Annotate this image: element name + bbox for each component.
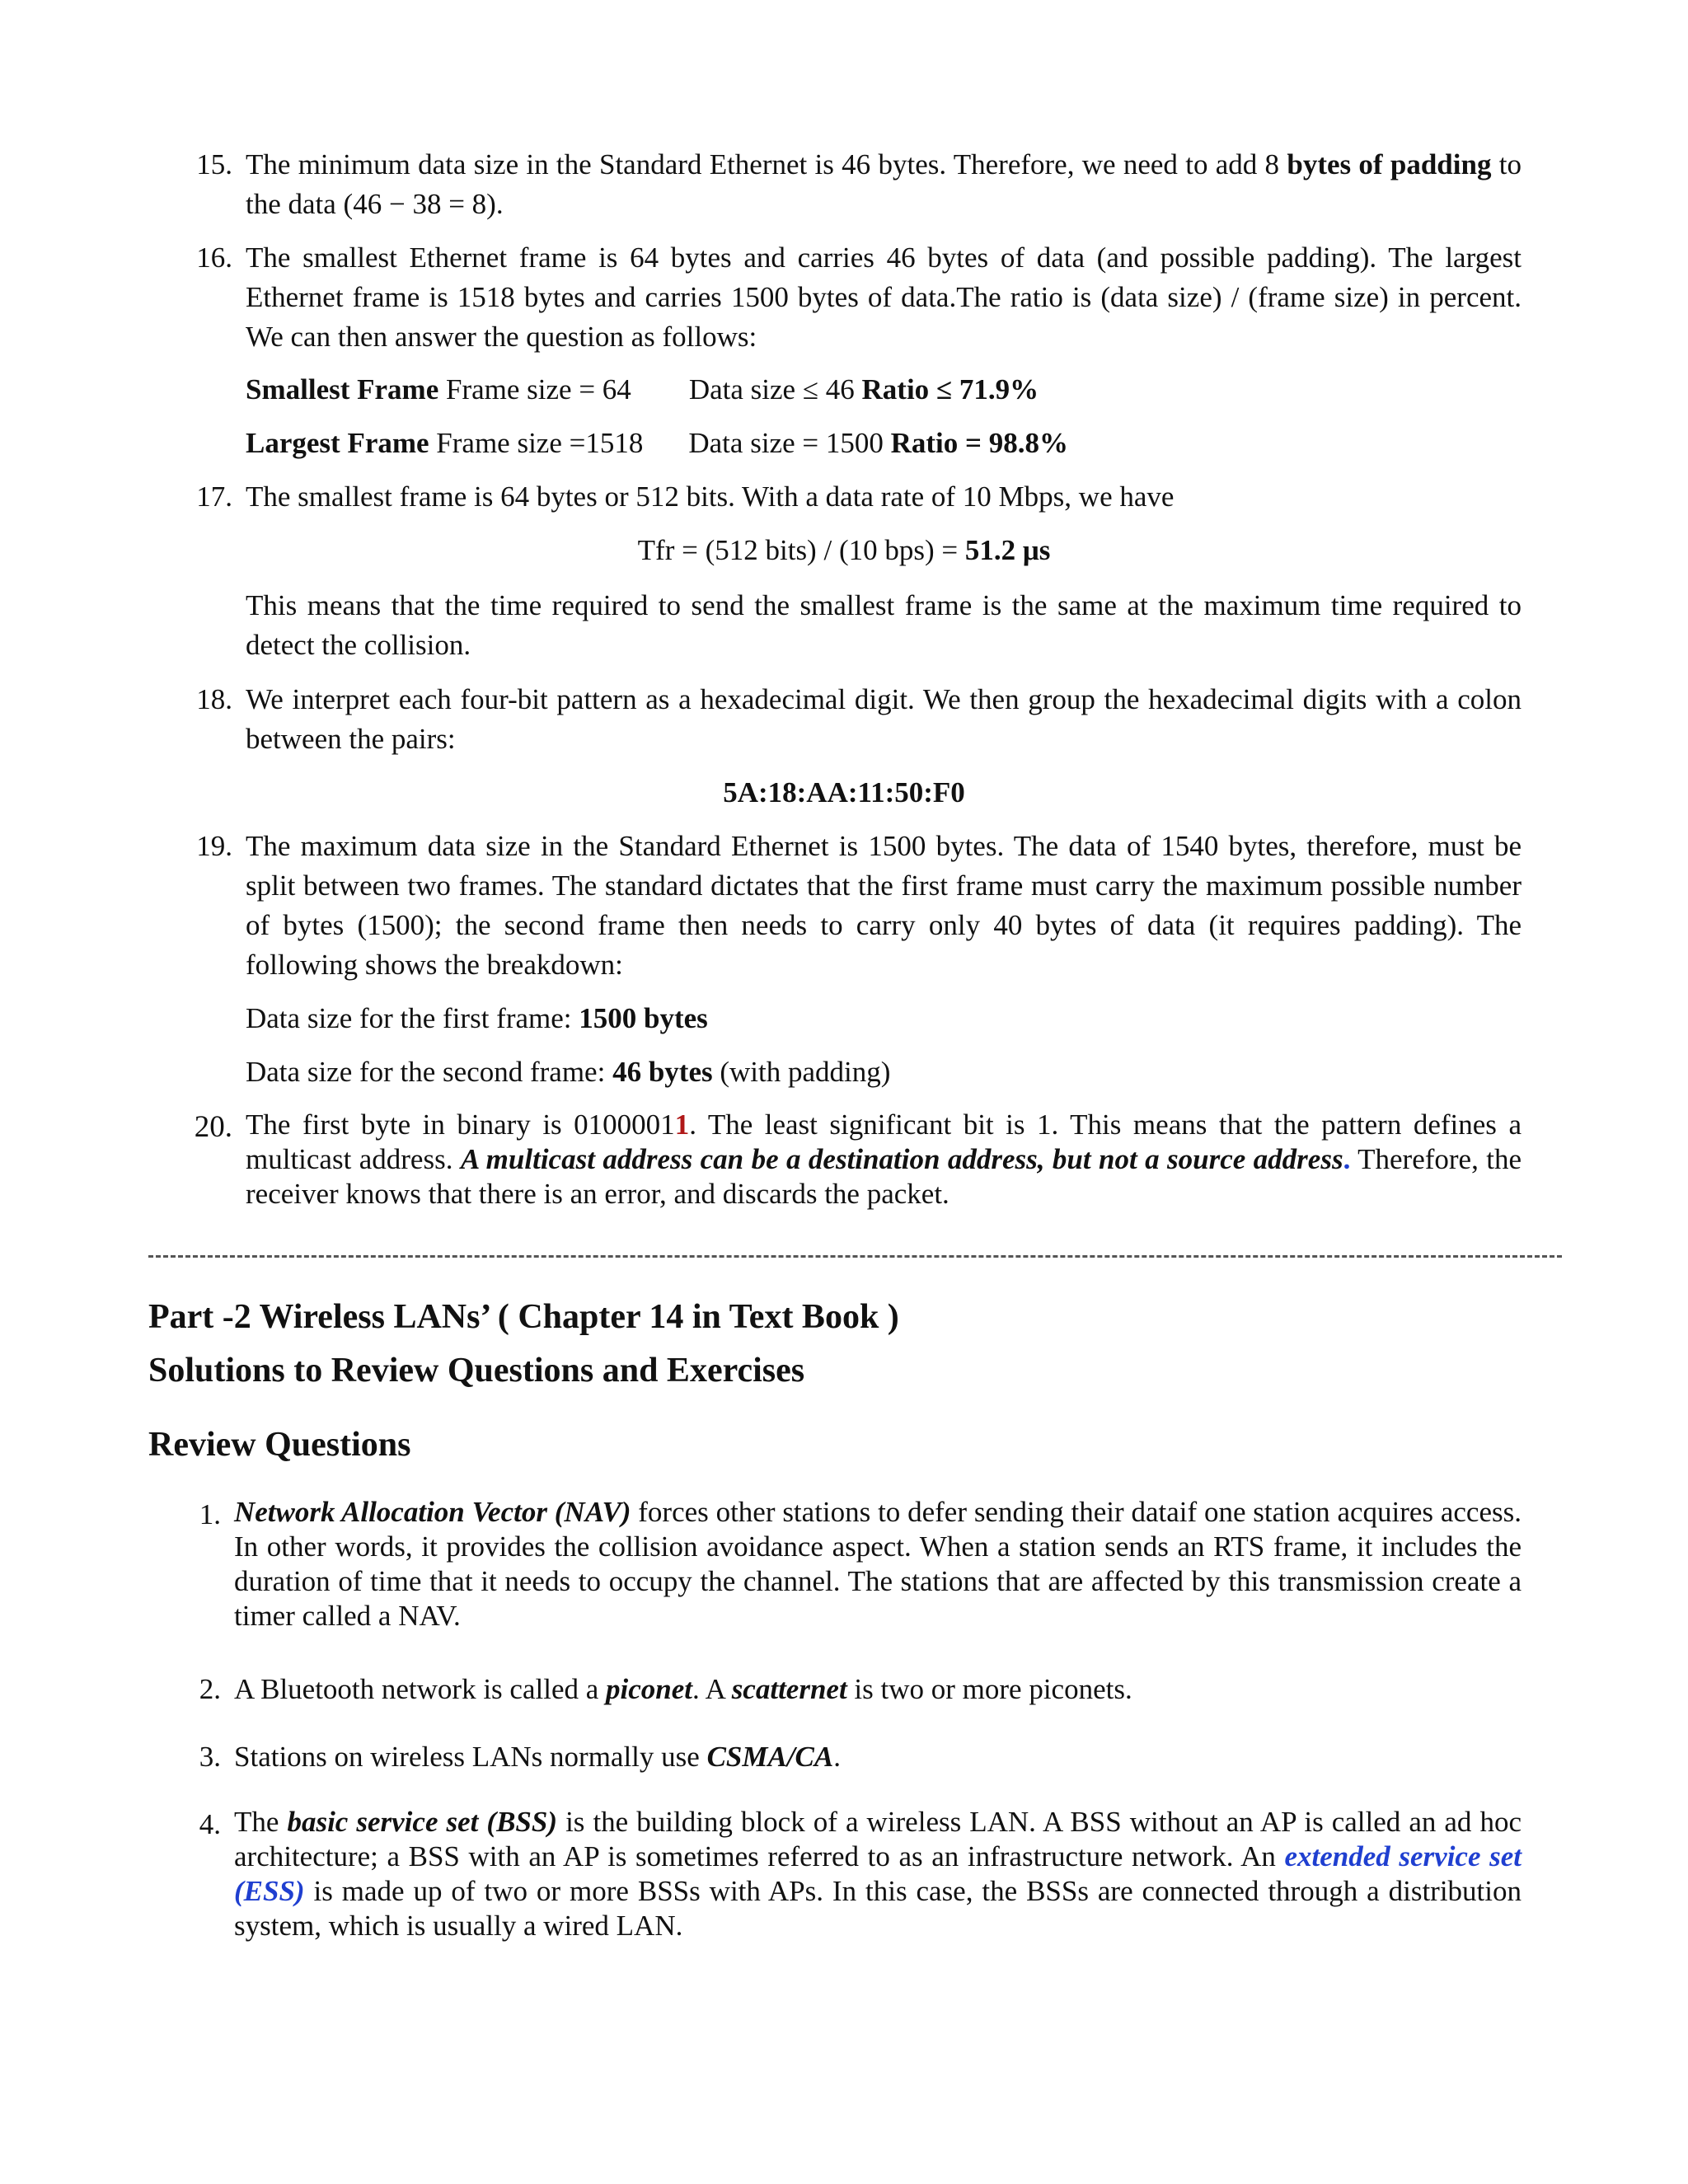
- item-number: 16.: [196, 241, 232, 274]
- text-run: Stations on wireless LANs normally use: [234, 1741, 707, 1773]
- item-16-text: The smallest Ethernet frame is 64 bytes and carries 46 bytes of data (and possible padding). The largest Ethernet frame is 1518 bytes and carries 1500 bytes of data.The ratio is (data size) / (frame size) in percent. We can then answer the question as follows:: [246, 241, 1522, 353]
- text-run: Data size for the second frame:: [246, 1056, 613, 1088]
- part-heading: Part -2 Wireless LANs’ ( Chapter 14 in Text Book ): [148, 1298, 899, 1336]
- first-frame-line: [246, 999, 708, 1038]
- review-q4-text: [234, 1805, 1522, 1943]
- text-run: Data size for the first frame:: [246, 1002, 579, 1034]
- bold-italic-run: A multicast address can be a destination address, but not a source address: [460, 1143, 1343, 1175]
- text-run: forces other stations to defer sending their dataif one station acquires access. In other words, it provides the collision avoidance aspect. When a station sends an RTS frame, it includes the duration of time that it needs to occupy the channel. The stations that are affected by this transmission create a timer called a NAV.: [234, 1496, 1522, 1632]
- largest-frame-row: [246, 424, 1068, 463]
- bold-run: 1500 bytes: [579, 1002, 708, 1034]
- section-divider: [148, 1255, 1562, 1258]
- smallest-frame-row: [246, 370, 1039, 410]
- item-17-text-2: This means that the time required to send the smallest frame is the same at the maximum time required to detect the collision.: [246, 589, 1522, 661]
- item-number: 18.: [196, 683, 232, 715]
- row-frame-size: Frame size =1518: [429, 427, 644, 459]
- formula-result: 51.2 μs: [964, 534, 1051, 566]
- highlighted-bit: 1: [674, 1108, 690, 1141]
- item-number: 15.: [196, 148, 232, 180]
- text-run: (with padding): [712, 1056, 891, 1088]
- review-q1-text: [234, 1495, 1522, 1633]
- row-data-size: Data size ≤ 46: [688, 373, 862, 405]
- text-run: is made up of two or more BSSs with APs. In this case, the BSSs are connected through a distribution system, which is usually a wired LAN.: [234, 1875, 1522, 1942]
- item-number: 20.: [194, 1110, 232, 1144]
- row-label: Smallest Frame: [246, 373, 439, 405]
- row-data-size: Data size = 1500: [688, 427, 891, 459]
- row-frame-size: Frame size = 64: [438, 373, 631, 405]
- formula-text: Tfr = (512 bits) / (10 bps) =: [637, 534, 965, 566]
- bold-run: bytes of padding: [1287, 148, 1492, 180]
- item-20-text: [246, 1108, 1522, 1212]
- text-run: The: [234, 1806, 288, 1838]
- formula: [0, 531, 1688, 570]
- row-ratio: Ratio ≤ 71.9%: [861, 373, 1039, 405]
- item-number: 17.: [196, 480, 232, 513]
- bold-italic-run: extended service set (ESS): [234, 1840, 1522, 1907]
- text-run: Therefore, the receiver knows that there is an error, and discards the packet.: [246, 1143, 1522, 1210]
- item-number: 1.: [199, 1498, 221, 1530]
- bold-italic-run: piconet: [606, 1673, 693, 1705]
- review-q3-text: [234, 1737, 1522, 1777]
- second-frame-line: [246, 1052, 890, 1092]
- text-run: .: [833, 1741, 842, 1773]
- item-number: 2.: [199, 1673, 221, 1705]
- item-15-text: [246, 145, 1522, 224]
- item-17-text: The smallest frame is 64 bytes or 512 bits. With a data rate of 10 Mbps, we have: [246, 480, 1175, 513]
- bold-italic-run: Network Allocation Vector (NAV): [234, 1496, 631, 1528]
- text-run: . A: [692, 1673, 732, 1705]
- section-heading: Review Questions: [148, 1426, 411, 1464]
- item-number: 19.: [196, 830, 232, 862]
- text-run: is two or more piconets.: [846, 1673, 1132, 1705]
- bold-italic-run: scatternet: [731, 1673, 847, 1705]
- text-run: . The least significant bit is 1. This means that the pattern defines a multicast address.: [246, 1108, 1522, 1175]
- bold-run: 46 bytes: [612, 1056, 713, 1088]
- item-18-text: We interpret each four-bit pattern as a hexadecimal digit. We then group the hexadecimal digits with a colon between the pairs:: [246, 683, 1522, 755]
- review-q2-text: [234, 1670, 1522, 1709]
- mac-address: 5A:18:AA:11:50:F0: [723, 776, 965, 808]
- text-run: The first byte in binary is 0100001: [246, 1108, 675, 1141]
- text-run: is the building block of a wireless LAN. A BSS without an AP is called an ad hoc architecture; a BSS with an AP is sometimes referred to as an infrastructure network. An: [234, 1806, 1522, 1872]
- row-ratio: Ratio = 98.8%: [890, 427, 1068, 459]
- item-number: 3.: [199, 1741, 221, 1773]
- item-number: 4.: [199, 1808, 221, 1840]
- part-subheading: Solutions to Review Questions and Exercises: [148, 1352, 805, 1390]
- row-label: Largest Frame: [246, 427, 429, 459]
- bold-run: .: [1343, 1143, 1351, 1175]
- text-run: to the data (46 − 38 = 8).: [246, 148, 1522, 220]
- text-run: The minimum data size in the Standard Ethernet is 46 bytes. Therefore, we need to add 8: [246, 148, 1287, 180]
- item-19-text: The maximum data size in the Standard Ethernet is 1500 bytes. The data of 1540 bytes, therefore, must be split between two frames. The standard dictates that the first frame must carry the maximum possible number of bytes (1500); the second frame then needs to carry only 40 bytes of data (it requires padding). The following shows the breakdown:: [246, 830, 1522, 981]
- bold-italic-run: basic service set (BSS): [287, 1806, 558, 1838]
- text-run: A Bluetooth network is called a: [234, 1673, 607, 1705]
- bold-italic-run: CSMA/CA: [706, 1741, 834, 1773]
